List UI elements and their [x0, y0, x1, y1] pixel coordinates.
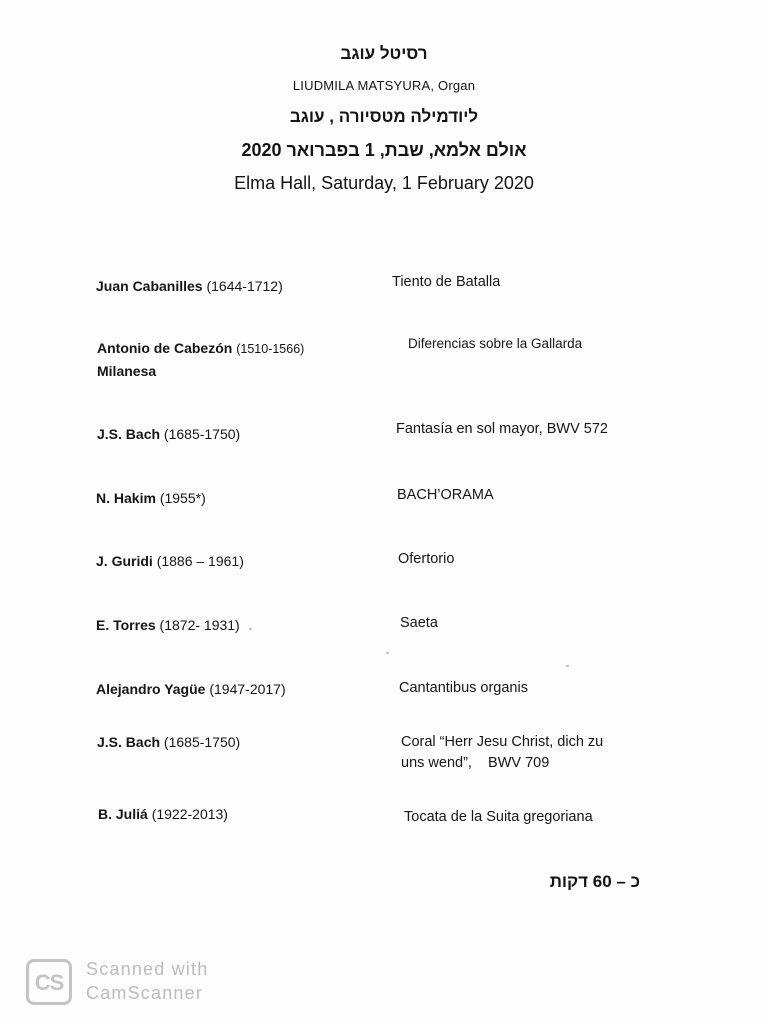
composer-years: (1886 – 1961) — [156, 553, 244, 569]
concert-duration-hebrew: כ – 60 דקות — [549, 872, 640, 891]
composer-years: (1510-1566) — [236, 342, 305, 356]
program-item-composer — [97, 731, 367, 753]
composer-years: (1955*) — [159, 490, 206, 506]
composer-name: B. Juliá — [98, 806, 148, 822]
composer-name-continued: Milanesa — [97, 363, 157, 379]
program-item-work: Cantantibus organis — [399, 680, 528, 696]
composer-years: (1947-2017) — [209, 681, 286, 697]
performer-name-hebrew: ליודמילה מטסיורה , עוגב — [289, 107, 479, 126]
composer-years: (1685-1750) — [163, 734, 241, 750]
composer-name: J.S. Bach — [97, 426, 161, 442]
composer-name: Antonio de Cabezón — [97, 340, 233, 356]
program-item-work — [401, 732, 641, 774]
program-item-composer — [96, 678, 366, 700]
composer-name: Juan Cabanilles — [96, 278, 203, 294]
camscanner-logo-icon — [26, 959, 72, 1005]
composer-years: (1922-2013) — [151, 806, 228, 822]
program-item-work: Ofertorio — [398, 551, 455, 567]
program-item-composer — [96, 487, 366, 509]
program-item-work: Tocata de la Suita gregoriana — [404, 809, 593, 825]
venue-date-hebrew: אולם אלמא, שבת, 1 בפברואר 2020 — [241, 140, 527, 160]
program-item-composer — [96, 550, 366, 572]
camscanner-watermark — [26, 955, 226, 1009]
scan-speck — [386, 652, 389, 654]
program-item-work: Diferencias sobre la Gallarda — [408, 336, 583, 351]
composer-name: J.S. Bach — [97, 734, 161, 750]
program-item-composer — [96, 275, 366, 297]
program-item-work: Tiento de Batalla — [392, 274, 501, 290]
program-item-work: BACH’ORAMA — [397, 487, 494, 503]
work-title-line: Coral “Herr Jesu Christ, dich zu — [401, 734, 604, 750]
composer-name: E. Torres — [96, 617, 156, 633]
recital-title-hebrew: רסיטל עוגב — [340, 44, 428, 63]
composer-years: (1685-1750) — [163, 426, 241, 442]
camscanner-logo-text: CS — [34, 970, 64, 995]
program-item-composer — [97, 337, 367, 382]
composer-years: (1872- 1931) — [159, 617, 240, 633]
composer-name: N. Hakim — [96, 490, 156, 506]
watermark-line-1: Scanned with — [86, 959, 209, 979]
work-title-line-continued: uns wend”, BWV 709 — [401, 755, 550, 771]
composer-name: J. Guridi — [96, 553, 153, 569]
scan-speck — [249, 628, 252, 630]
program-item-work: Fantasía en sol mayor, BWV 572 — [396, 421, 608, 437]
composer-years: (1644-1712) — [206, 278, 283, 294]
program-item-composer — [97, 423, 367, 445]
composer-name: Alejandro Yagüe — [96, 681, 206, 697]
performer-name-english: LIUDMILA MATSYURA, Organ — [292, 78, 476, 93]
scan-speck — [566, 665, 569, 667]
program-item-work: Saeta — [400, 615, 438, 631]
program-item-composer — [96, 614, 366, 636]
watermark-line-2: CamScanner — [86, 983, 204, 1003]
program-item-composer — [98, 803, 368, 825]
venue-date-english: Elma Hall, Saturday, 1 February 2020 — [234, 173, 534, 193]
